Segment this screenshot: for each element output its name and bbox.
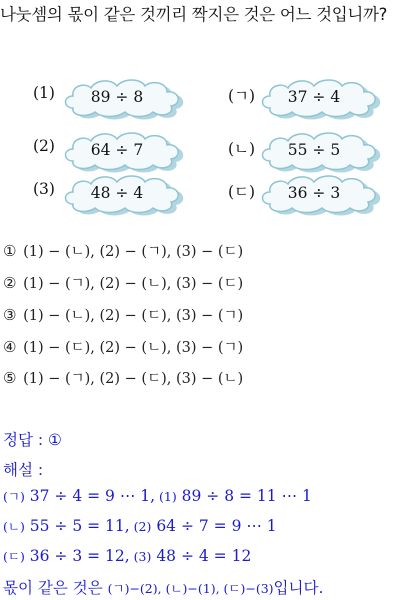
- explanation-label: 해설 :: [3, 461, 44, 479]
- cloud-shape: [61, 174, 179, 214]
- line-tag: (ㄱ): [3, 489, 25, 504]
- cloud-shape: [61, 78, 179, 118]
- cloud-shape: [258, 131, 376, 171]
- cloud-shape: [61, 131, 179, 171]
- option-text: (1) − (ㄴ), (2) − (ㄱ), (3) − (ㄷ): [23, 244, 244, 260]
- problem-giyeok: [228, 78, 393, 118]
- problem-expression: 37 ÷ 4: [287, 88, 341, 106]
- problem-label: (ㄴ): [228, 140, 256, 158]
- problem-label: (ㄱ): [228, 87, 256, 105]
- problem-label: (1): [33, 84, 55, 102]
- problem-expression: 89 ÷ 8: [90, 88, 144, 106]
- problem-expression: 48 ÷ 4: [90, 184, 144, 202]
- option-text: (1) − (ㄷ), (2) − (ㄴ), (3) − (ㄱ): [23, 340, 244, 356]
- option-3[interactable]: [3, 304, 243, 325]
- explanation-conclusion: [3, 576, 323, 598]
- explanation-line-1: [3, 487, 312, 505]
- line-tag: (1): [155, 489, 177, 504]
- option-2[interactable]: [3, 272, 243, 293]
- line-text: 89 ÷ 8 = 11 ⋯ 1: [176, 487, 312, 505]
- line-text: 64 ÷ 7 = 9 ⋯ 1: [151, 517, 277, 535]
- conclusion-prefix: 몫이 같은 것은: [3, 579, 108, 597]
- answer-label: 정답 : ①: [3, 431, 62, 449]
- option-text: (1) − (ㄱ), (2) − (ㄴ), (3) − (ㄷ): [23, 276, 244, 292]
- option-number: ①: [3, 242, 17, 260]
- conclusion-pairs: (ㄱ)−(2), (ㄴ)−(1), (ㄷ)−(3): [107, 581, 274, 596]
- option-1[interactable]: [3, 240, 243, 261]
- line-text: 55 ÷ 5 = 11,: [24, 517, 130, 535]
- line-text: 37 ÷ 4 = 9 ⋯ 1,: [24, 487, 156, 505]
- problem-2: [33, 131, 198, 171]
- explanation-line-2: [3, 517, 277, 535]
- problem-expression: 36 ÷ 3: [287, 184, 341, 202]
- option-number: ⑤: [3, 369, 17, 387]
- problem-3: [33, 174, 198, 214]
- problem-label: (ㄷ): [228, 183, 256, 201]
- option-number: ④: [3, 338, 17, 356]
- option-4[interactable]: [3, 336, 243, 357]
- cloud-shape: [258, 174, 376, 214]
- problem-nieun: [228, 131, 393, 171]
- problem-label: (3): [33, 180, 55, 198]
- line-tag: (ㄷ): [3, 549, 25, 564]
- conclusion-suffix: 입니다.: [273, 579, 324, 597]
- question-text: 나눗셈의 몫이 같은 것끼리 짝지은 것은 어느 것입니까?: [0, 5, 388, 24]
- option-number: ②: [3, 274, 17, 292]
- problem-expression: 55 ÷ 5: [287, 141, 341, 159]
- line-tag: (ㄴ): [3, 519, 25, 534]
- line-tag: (3): [129, 549, 152, 564]
- problem-expression: 64 ÷ 7: [90, 141, 144, 159]
- line-text: 36 ÷ 3 = 12,: [24, 547, 130, 565]
- problem-label: (2): [33, 137, 55, 155]
- problem-digeut: [228, 174, 393, 214]
- cloud-shape: [258, 78, 376, 118]
- explanation-line-3: [3, 547, 251, 565]
- option-number: ③: [3, 306, 17, 324]
- line-text: 48 ÷ 4 = 12: [151, 547, 252, 565]
- option-5[interactable]: [3, 367, 243, 388]
- line-tag: (2): [129, 519, 152, 534]
- problem-1: [33, 78, 198, 118]
- option-text: (1) − (ㄴ), (2) − (ㄷ), (3) − (ㄱ): [23, 308, 244, 324]
- option-text: (1) − (ㄱ), (2) − (ㄷ), (3) − (ㄴ): [23, 371, 244, 387]
